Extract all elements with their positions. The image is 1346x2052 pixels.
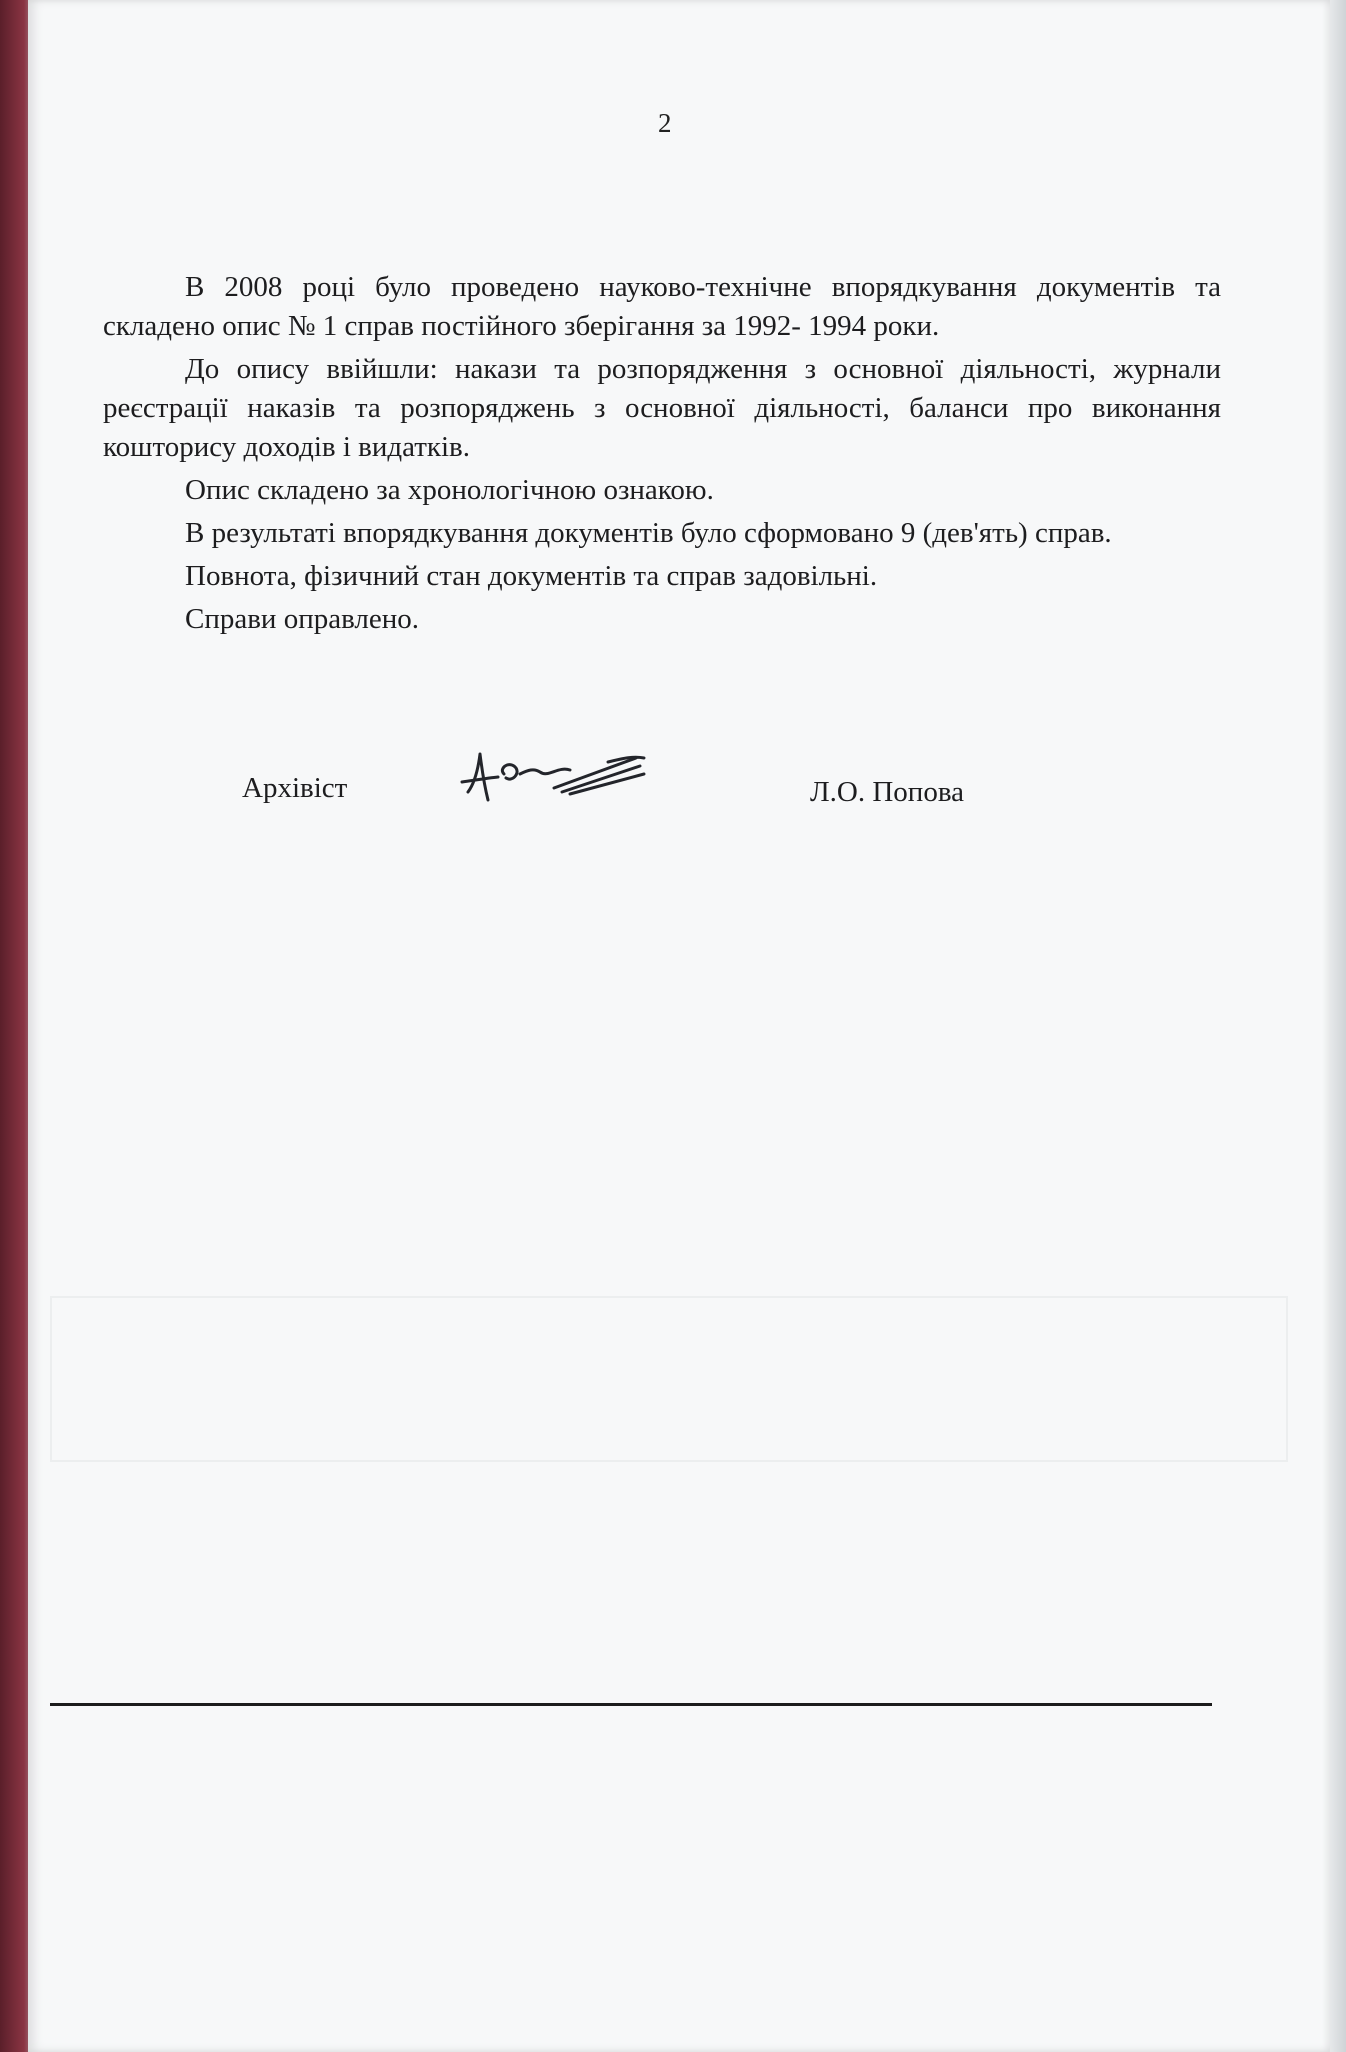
paragraph-contents: До опису ввійшли: накази та розпорядження з основної діяльності, журнали реєстрації наказів та розпоряджень з основної діяльності, баланси про виконання кошторису доходів і видатків. [103,353,1221,463]
signer-role: Архівіст [242,772,348,804]
paragraph-condition: Повнота, фізичний стан документів та справ задовільні. [185,560,878,592]
footer-rule [50,1703,1212,1706]
paragraph-bound: Справи оправлено. [185,603,420,635]
signer-name: Л.О. Попова [810,776,965,808]
document-page [28,0,1330,2052]
document-body [103,268,1221,643]
page-stack-edge [1330,0,1346,2052]
paragraph-order-principle: Опис складено за хронологічною ознакою. [185,474,714,506]
handwritten-signature [458,744,688,814]
page-number: 2 [658,108,672,138]
paragraph-result: В результаті впорядкування документів було сформовано 9 (дев'ять) справ. [185,517,1112,549]
show-through-table [50,1296,1288,1462]
paragraph-ordering: В 2008 році було проведено науково-технічне впорядкування документів та складено опис № 1 справ постійного зберігання за 1992- 1994 роки. [103,271,1221,342]
